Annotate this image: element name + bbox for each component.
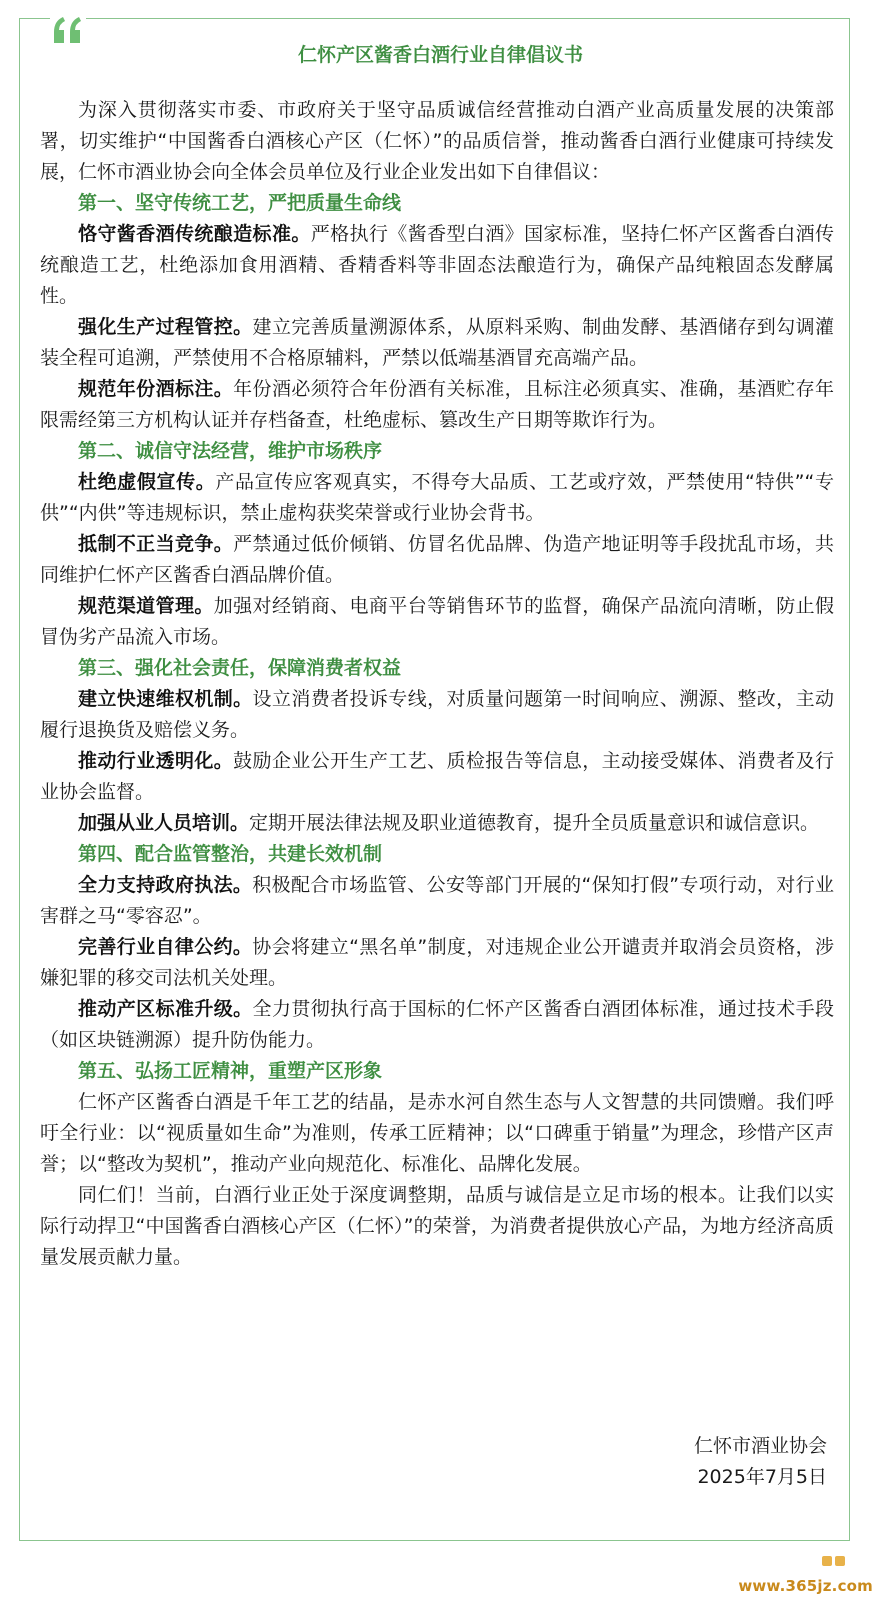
signature-date: 2025年7月5日 (697, 1466, 827, 1488)
section-3-item-2 (40, 746, 834, 808)
section-heading-1: 第一、坚守传统工艺，严把质量生命线 (78, 192, 402, 214)
item-text: 产品宣传应客观真实，不得夸大品质、工艺或疗效，严禁使用“特供”“专供”“内供”等违规标识，禁止虚构获奖荣誉或行业协会背书。 (40, 471, 834, 524)
section-heading-3: 第三、强化社会责任，保障消费者权益 (78, 657, 402, 679)
section-3-item-1 (40, 684, 834, 746)
watermark-text: www.365jz.com (738, 1577, 873, 1595)
section-heading-4: 第四、配合监管整治，共建长效机制 (78, 843, 383, 865)
item-lead: 强化生产过程管控。 (78, 316, 253, 338)
item-lead: 杜绝虚假宣传。 (78, 471, 216, 493)
item-text: 全力贯彻执行高于国标的仁怀产区酱香白酒团体标准，通过技术手段（如区块链溯源）提升防伪能力。 (40, 998, 834, 1051)
document-body (40, 95, 834, 1273)
closing-paragraph: 同仁们！当前，白酒行业正处于深度调整期，品质与诚信是立足市场的根本。让我们以实际行动捍卫“中国酱香白酒核心产区（仁怀）”的荣誉，为消费者提供放心产品，为地方经济高质量发展贡献力量。 (40, 1184, 834, 1268)
section-heading-5: 第五、弘扬工匠精神，重塑产区形象 (78, 1060, 383, 1082)
section-heading-2: 第二、诚信守法经营，维护市场秩序 (78, 440, 383, 462)
item-text: 严禁通过低价倾销、仿冒名优品牌、伪造产地证明等手段扰乱市场，共同维护仁怀产区酱香白酒品牌价值。 (40, 533, 834, 586)
item-text: 建立完善质量溯源体系，从原料采购、制曲发酵、基酒储存到勾调灌装全程可追溯，严禁使用不合格原辅料，严禁以低端基酒冒充高端产品。 (40, 316, 834, 369)
item-text: 定期开展法律法规及职业道德教育，提升全员质量意识和诚信意识。 (249, 812, 820, 834)
section-2-item-1 (40, 467, 834, 529)
item-lead: 完善行业自律公约。 (78, 936, 253, 958)
item-text: 鼓励企业公开生产工艺、质检报告等信息，主动接受媒体、消费者及行业协会监督。 (40, 750, 834, 803)
section-2-item-2 (40, 529, 834, 591)
section-1-item-3 (40, 374, 834, 436)
section-2-item-3 (40, 591, 834, 653)
section-5-paragraph: 仁怀产区酱香白酒是千年工艺的结晶，是赤水河自然生态与人文智慧的共同馈赠。我们呼吁全行业：以“视质量如生命”为准则，传承工匠精神；以“口碑重于销量”为理念，珍惜产区声誉；以“整改为契机”，推动产业向规范化、标准化、品牌化发展。 (40, 1091, 834, 1175)
signature-org: 仁怀市酒业协会 (693, 1435, 827, 1457)
item-text: 严格执行《酱香型白酒》国家标准，坚持仁怀产区酱香白酒传统酿造工艺，杜绝添加食用酒精、香精香料等非固态法酿造行为，确保产品纯粮固态发酵属性。 (40, 223, 834, 307)
section-3-item-3 (40, 808, 834, 839)
intro-paragraph: 为深入贯彻落实市委、市政府关于坚守品质诚信经营推动白酒产业高质量发展的决策部署，切实维护“中国酱香白酒核心产区（仁怀）”的品质信誉，推动酱香白酒行业健康可持续发展，仁怀市酒业协会向全体会员单位及行业企业发出如下自律倡议： (40, 99, 834, 183)
item-text: 设立消费者投诉专线，对质量问题第一时间响应、溯源、整改，主动履行退换货及赔偿义务。 (40, 688, 834, 741)
item-lead: 推动行业透明化。 (78, 750, 234, 772)
section-1-item-1 (40, 219, 834, 312)
section-1-item-2 (40, 312, 834, 374)
item-text: 积极配合市场监管、公安等部门开展的“保知打假”专项行动，对行业害群之马“零容忍”。 (40, 874, 834, 927)
item-lead: 规范年份酒标注。 (78, 378, 234, 400)
site-watermark (738, 1555, 873, 1595)
section-4-item-2 (40, 932, 834, 994)
item-lead: 推动产区标准升级。 (78, 998, 253, 1020)
item-lead: 抵制不正当竞争。 (78, 533, 234, 555)
item-lead: 恪守酱香酒传统酿造标准。 (78, 223, 311, 245)
section-4-item-1 (40, 870, 834, 932)
watermark-logo-icon (821, 1555, 847, 1569)
item-lead: 规范渠道管理。 (78, 595, 214, 617)
item-lead: 全力支持政府执法。 (78, 874, 253, 896)
item-text: 加强对经销商、电商平台等销售环节的监督，确保产品流向清晰，防止假冒伪劣产品流入市场。 (40, 595, 834, 648)
item-text: 年份酒必须符合年份酒有关标准，且标注必须真实、准确，基酒贮存年限需经第三方机构认证并存档备查，杜绝虚标、篡改生产日期等欺诈行为。 (40, 378, 834, 431)
item-text: 协会将建立“黑名单”制度，对违规企业公开谴责并取消会员资格，涉嫌犯罪的移交司法机关处理。 (40, 936, 834, 989)
document-title: 仁怀产区酱香白酒行业自律倡议书 (297, 44, 583, 66)
section-4-item-3 (40, 994, 834, 1056)
item-lead: 加强从业人员培训。 (78, 812, 250, 834)
signature-block (694, 1431, 827, 1493)
item-lead: 建立快速维权机制。 (78, 688, 253, 710)
